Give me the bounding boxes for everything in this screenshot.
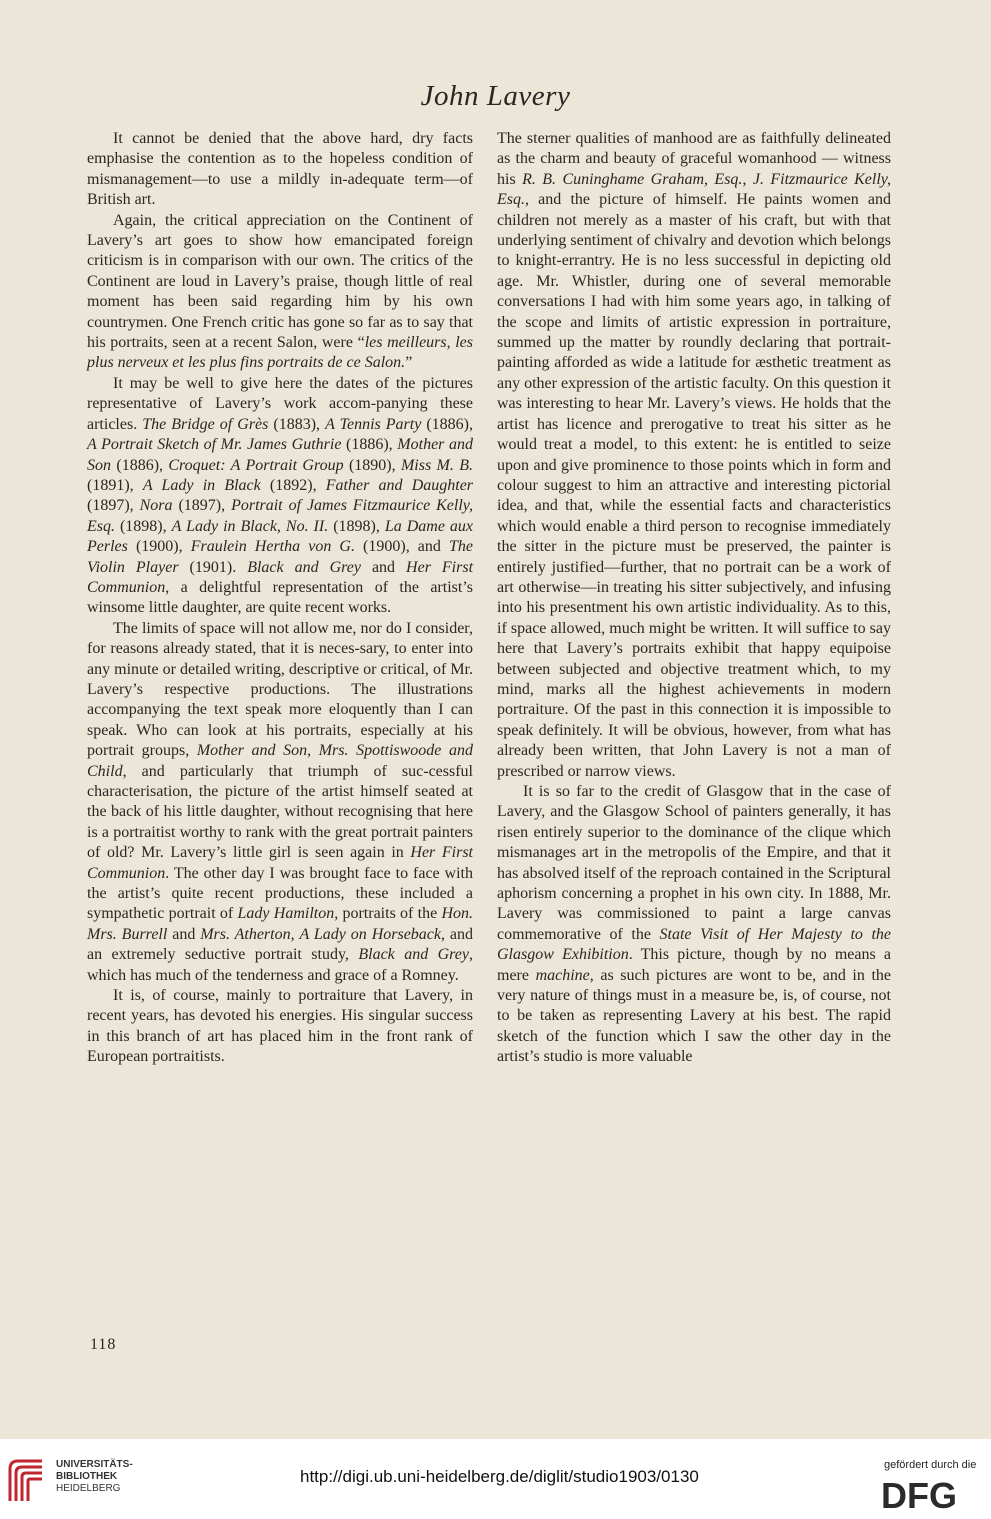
paragraph: It is, of course, mainly to portraiture that Lavery, in recent years, has devoted his energies. His singular success in this branch of art has placed him in the front rank of European portraitists. <box>87 987 473 1066</box>
library-name-line1: UNIVERSITÄTS- <box>56 1459 133 1470</box>
library-name-line2: BIBLIOTHEK <box>56 1471 118 1482</box>
library-name-line3: HEIDELBERG <box>56 1483 121 1494</box>
running-head: John Lavery <box>420 80 571 112</box>
paragraph: The sterner qualities of manhood are as faithfully delineated as the charm and beauty of graceful womanhood — witness his R. B. Cuninghame Graham, Esq., J. Fitzmaurice Kelly, Esq., and the picture of himself. He paints women and children not merely as a master of his craft, but with that underlying sentiment of chivalry and devotion which belongs to knight-errantry. He is no less successful in depicting old age. Mr. Whistler, during one of several memorable conversations I had with him some years ago, in talking of the scope and limits of artistic expression in portraiture, summed up the matter by roundly declaring that portrait-painting afforded as wide a latitude for æsthetic treatment as any other expression of the artistic faculty. On this question it was interesting to hear Mr. Lavery’s views. He holds that the artist has licence and prerogative to treat his sitter as he would treat a model, to this extent: he is entitled to seize upon and give prominence to those points which in form and colour suggest to him an attractive and interesting pictorial idea, and that, while the essential facts and characteristics which would enable a third person to recognise immediately the sitter in the picture must be preserved, the painter is entirely justified—further, that no portrait can be a work of art otherwise—in treating his sitter subjectively, and infusing into his presentment his own artistic individuality. As to this, if space allowed, much might be written. It will suffice to say here that Lavery’s portraits exhibit that happy equipoise between subjected and objective treatment which, to my mind, marks all the highest achievements in modern portraiture. Of the past in this connection it is impossible to speak definitely. It will be obvious, however, from what has already been written, that John Lavery is not a man of prescribed or narrow views. <box>497 130 892 780</box>
funded-by-label: gefördert durch die <box>884 1459 977 1471</box>
library-logo-icon[interactable] <box>6 1455 50 1510</box>
paragraph: It is so far to the credit of Glasgow that in the case of Lavery, and the Glasgow School of painters generally, it has risen entirely superior to the dominance of the clique which mismanages art in the metropolis of the Empire, and that it has absolved itself of the reproach contained in the Scriptural aphorism concerning a prophet in his own city. In 1888, Mr. Lavery was commissioned to paint a large canvas commemorative of the State Visit of Her Majesty to the Glasgow Exhibition. This picture, though by no means a mere machine, as such pictures are wont to be, and in the very nature of things must in a measure be, is, of course, not to be taken as representing Lavery at his best. The rapid sketch of the function which I saw the other day in the artist’s studio is more valuable <box>497 783 892 1066</box>
library-name[interactable] <box>56 1459 133 1495</box>
page-number: 118 <box>90 1336 117 1353</box>
left-column <box>87 129 473 1068</box>
source-url-link[interactable]: http://digi.ub.uni-heidelberg.de/diglit/studio1903/0130 <box>300 1467 699 1486</box>
right-column <box>497 129 891 1068</box>
paragraph: It cannot be denied that the above hard, dry facts emphasise the contention as to the hopeless condition of mismanagement—to use a mildly in-adequate term—of British art. <box>87 130 473 209</box>
dfg-logo-text: DFG <box>881 1478 957 1512</box>
paragraph: It may be well to give here the dates of the pictures representative of Lavery’s work accom-panying these articles. The Bridge of Grès (1883), A Tennis Party (1886), A Portrait Sketch of Mr. James Guthrie (1886), Mother and Son (1886), Croquet: A Portrait Group (1890), Miss M. B. (1891), A Lady in Black (1892), Father and Daughter (1897), Nora (1897), Portrait of James Fitzmaurice Kelly, Esq. (1898), A Lady in Black, No. II. (1898), La Dame aux Perles (1900), Fraulein Hertha von G. (1900), and The Violin Player (1901). Black and Grey and Her First Communion, a delightful representation of the artist’s winsome little daughter, are quite recent works. <box>87 374 474 617</box>
paragraph: Again, the critical appreciation on the Continent of Lavery’s art goes to show how emancipated foreign criticism is in comparison with our own. The critics of the Continent are loud in Lavery’s praise, though little of real moment has been said regarding him by his own countrymen. One French critic has gone so far as to say that his portraits, seen at a recent Salon, were “les meilleurs, les plus nerveux et les plus fins portraits de ce Salon.” <box>87 211 474 372</box>
dfg-logo-icon[interactable] <box>881 1478 977 1517</box>
paragraph: The limits of space will not allow me, nor do I consider, for reasons already stated, that it is neces-sary, to enter into any minute or detailed writing, descriptive or critical, of Mr. Lavery’s respective productions. The illustrations accompanying the text speak more eloquently than I can speak. Who can look at his portraits, especially at his portrait groups, Mother and Son, Mrs. Spottiswoode and Child, and particularly that triumph of suc-cessful characterisation, the picture of the artist himself seated at the back of his little daughter, without recognising that here is a portraitist worthy to rank with the great portrait painters of old? Mr. Lavery’s little girl is seen again in Her First Communion. The other day I was brought face to face with the artist’s quite recent productions, these included a sympathetic portrait of Lady Hamilton, portraits of the Hon. Mrs. Burrell and Mrs. Atherton, A Lady on Horseback, and an extremely seductive portrait study, Black and Grey, which has much of the tenderness and grace of a Romney. <box>87 619 474 984</box>
